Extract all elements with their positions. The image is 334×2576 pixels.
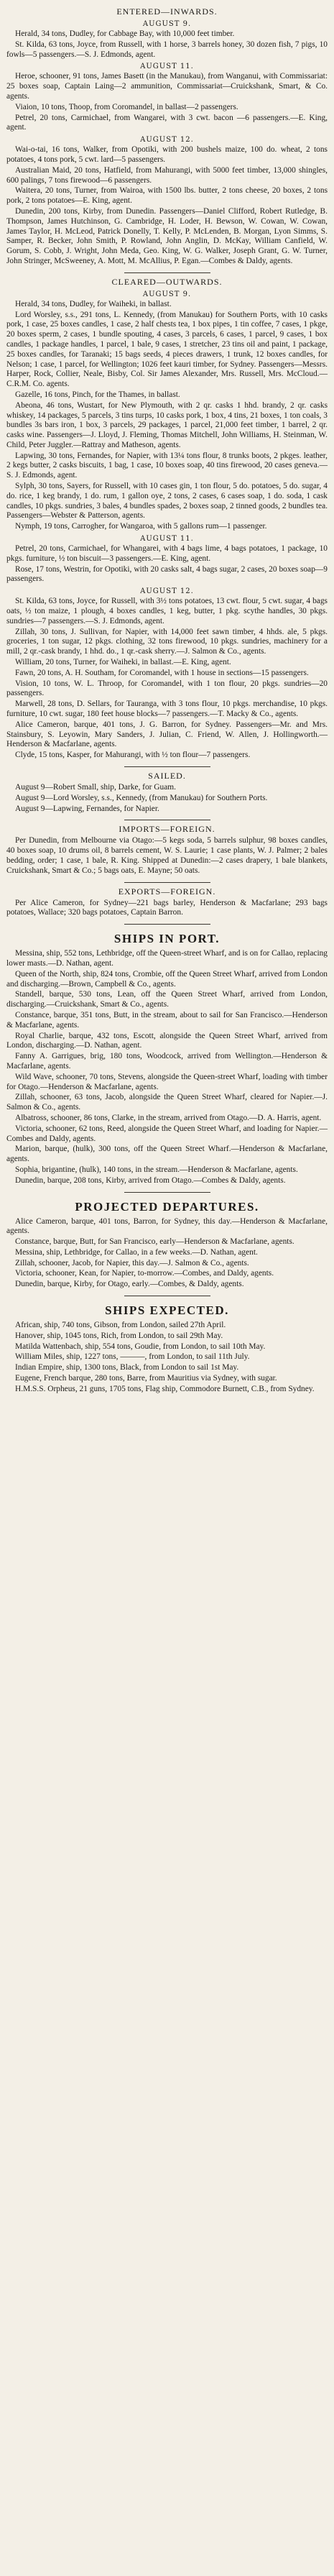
ships-expected-entries [6,1321,328,1395]
shipping-entry: Nymph, 19 tons, Carrogher, for Wangaroa, with 5 gallons rum—1 passenger. [15,522,267,531]
shipping-entry: Dunedin, barque, 208 tons, Kirby, arrived from Otago.—Combes & Daldy, agents. [15,1175,286,1185]
shipping-entry: Rose, 17 tons, Westrin, for Opotiki, with 20 casks salt, 4 bags sugar, 2 cases, 20 boxes soap—9 passengers. [6,564,328,584]
shipping-entry: Zillah, schooner, 63 tons, Jacob, alongside the Queen Street Wharf, cleared for Napier.—J. Salmon & Co., agents. [6,1093,328,1112]
shipping-entry: Petrel, 20 tons, Carmichael, from Wangarei, with 3 cwt. bacon —6 passengers.—E. King, agent. [6,113,328,132]
shipping-entry: H.M.S.S. Orpheus, 21 guns, 1705 tons, Flag ship, Commodore Burnett, C.B., from Sydney. [15,1384,315,1393]
shipping-entry: Royal Charlie, barque, 432 tons, Escott, alongside the Queen Street Wharf, arrived from London, discharging.—D. Nathan, agent. [6,1031,328,1050]
shipping-entry: Lord Worsley, s.s., 291 tons, L. Kennedy, (from Manukau) for Southern Ports, with 10 casks pork, 1 case, 25 boxes candles, 1 case, 2 half chests tea, 1 box pipes, 1 tin coffee, 7 cases, 1 pkge, 20 boxes sperm, 2 cases, 1 bundle spouting, 4 cases, 3 parcels, 6 cases, 1 parcel, 9 cases, 1 box candles, 1 package handles, 1 parcel, 1 bale, 9 cases, 1 stretcher, 23 tins oil and paint, 1 package, 25 boxes candles, for Taranaki; 15 bags seeds, 4 pieces drawers, 1 trunk, 12 boxes candles, for Nelson; 1 case, 1 parcel, for Wellington; 1026 feet kauri timber, for Sydney. Passengers—Messrs. Harper, Rock, Collier, Neale, Bisby, Col. Sir James Alexander, Mrs. Russell, Mrs. McCloud.—C.R.M. Co. agents. [6,310,328,389]
section-title: CLEARED—OUTWARDS. [111,276,223,287]
shipping-entry: Zillah, 30 tons, J. Sullivan, for Napier, with 14,000 feet sawn timber, 4 hhds. ale, 5 pkgs. groceries, 1 ton sugar, 12 pkgs. clothing, 32 tons firewood, 10 pkgs. sundries, machinery for a mill, 2 qr.-cask brandy, 1 hhd. do., 1 qr.-cask sherry.—J. Salmon & Co., agents. [6,627,328,656]
date-heading: AUGUST 9. [142,20,192,28]
entered-inwards-section [6,6,328,267]
shipping-entry: Hanover, ship, 1045 tons, Rich, from London, to sail 29th May. [15,1331,223,1340]
shipping-entry: Albatross, schooner, 86 tons, Clarke, in the stream, arrived from Otago.—D. A. Harris, agent. [15,1113,322,1122]
shipping-entry: African, ship, 740 tons, Gibson, from London, sailed 27th April. [15,1321,226,1330]
ships-in-port-entries [6,949,328,1186]
shipping-entry: Messina, ship, Lethbridge, for Callao, in a few weeks.—D. Nathan, agent. [15,1247,258,1257]
date-heading: AUGUST 12. [140,136,194,145]
divider [124,924,210,925]
sailed-entries [6,783,328,814]
shipping-entry: Matilda Wattenbach, ship, 554 tons, Goudie, from London, to sail 10th May. [15,1342,266,1351]
date-heading: AUGUST 11. [140,63,194,71]
divider [124,272,210,273]
shipping-entry: Wai-o-tai, 16 tons, Walker, from Opotiki, with 200 bushels maize, 100 do. wheat, 2 tons potatoes, 4 tons pork, 5 cwt. lard—5 passengers. [6,145,328,164]
shipping-entry: Alice Cameron, barque, 401 tons, Barron, for Sydney, this day.—Henderson & Macfarlane, agents. [6,1216,328,1236]
shipping-entry: Alice Cameron, barque, 401 tons, J. G. Barron, for Sydney. Passengers—Mr. and Mrs. Stainsbury, S. Leyowin, Mary Sanders, J. Julian, C. Friend, W. Allen, J. Hollingworth.—Henderson & Macfarlane, agents. [6,720,328,749]
shipping-entry: Eugene, French barque, 280 tons, Barre, from Mauritius via Sydney, with sugar. [15,1374,277,1383]
shipping-entry: St. Kilda, 63 tons, Joyce, for Russell, with 3½ tons potatoes, 13 cwt. flour, 5 cwt. sugar, 4 bags oats, ½ ton maize, 1 plough, 4 boxes candles, 1 keg, butter, 1 pkg. scythe handles, 30 pkgs. sundries—7 passengers.—S. J. Edmonds, agent. [6,597,328,625]
entered-inwards-groups [6,20,328,267]
sailed-section [6,771,328,814]
section-title: SHIPS IN PORT. [113,932,221,946]
section-title: EXPORTS—FOREIGN. [118,886,216,897]
ships-expected-section [6,1303,328,1395]
shipping-entry: Heroe, schooner, 91 tons, James Basett (in the Manukau), from Wanganui, with Commissariat: 25 boxes soap, Captain Laing—2 ammunition, Commissariat—Cruickshank, Smart, & Co. agents. [6,72,328,101]
shipping-entry: Petrel, 20 tons, Carmichael, for Whangarei, with 4 bags lime, 4 bags potatoes, 1 package, 10 pkgs. furniture, ½ ton biscuit—3 passengers.—E. King, agent. [6,544,328,563]
shipping-entry: Victoria, schooner, 62 tons, Reed, alongside the Queen Street Wharf, and loading for Napier.—Combes and Daldy, agents. [6,1124,328,1143]
projected-departures-entries [6,1217,328,1291]
shipping-entry: St. Kilda, 63 tons, Joyce, from Russell, with 1 horse, 3 barrels honey, 30 dozen fish, 7 pigs, 10 fowls—5 passengers.—S. J. Edmonds, agent. [6,40,328,59]
divider [124,882,210,883]
section-title: SHIPS EXPECTED. [105,1303,229,1318]
shipping-entry: Queen of the North, ship, 824 tons, Crombie, off the Queen Street Wharf, arrived from London and discharging.—Brown, Campbell & Co., agents. [6,969,328,989]
shipping-entry: August 9—Lord Worsley, s.s., Kennedy, (from Manukau) for Southern Ports. [15,793,268,802]
date-heading: AUGUST 9. [142,290,192,298]
imports-foreign-section [6,824,328,876]
shipping-entry: Clyde, 15 tons, Kasper, for Mahurangi, with ½ ton flour—7 passengers. [15,751,251,760]
shipping-entry: Vision, 10 tons, W. L. Throop, for Coromandel, with 1 ton flour, 20 pkgs. sundries—20 passengers. [6,679,328,698]
shipping-entry: Standell, barque, 530 tons, Lean, off the Queen Street Wharf, arrived from London, discharging.—Cruickshank, Smart & Co., agents. [6,990,328,1009]
shipping-entry: Per Dunedin, from Melbourne via Otago:—5 kegs soda, 5 barrels sulphur, 98 boxes candles, 40 boxes soap, 10 drums oil, 8 barrels cement, W. S. Laurie; 1 case plants, W. J. Palmer; 2 bales bedding, order; 1 case, 1 bale, R. King. Shipped at Dunedin:—2 cases drapery, 1 bale blankets, Cruickshank, Smart & Co.; 5 bags oats, E. Mayne; 50 oats. [6,836,328,875]
shipping-entry: Viaion, 10 tons, Thoop, from Coromandel, in ballast—2 passengers. [15,102,238,111]
shipping-entry: Messina, ship, 552 tons, Lethbridge, off the Queen-street Wharf, and is on for Callao, replacing lower masts.—D. Nathan, agent. [6,949,328,968]
shipping-entry: Fanny A. Garrigues, brig, 180 tons, Woodcock, arrived from Wellington.—Henderson & Macfarlane, agents. [6,1052,328,1071]
date-heading: AUGUST 11. [140,535,194,544]
shipping-entry: Fawn, 20 tons, A. H. Southam, for Coromandel, with 1 house in sections—15 passengers. [15,668,309,677]
section-title: SAILED. [148,771,186,781]
shipping-entry: William, 20 tons, Turner, for Waiheki, in ballast.—E. King, agent. [15,658,231,667]
shipping-entry: Marion, barque, (hulk), 300 tons, off the Queen Street Wharf.—Henderson & Macfarlane, agents. [6,1145,328,1164]
shipping-entry: Per Alice Cameron, for Sydney—221 bags barley, Henderson & Macfarlane; 293 bags potatoes, Wallace; 320 bags potatoes, Captain Barron. [6,898,328,917]
shipping-entry: Waitera, 20 tons, Turner, from Wairoa, with 1500 lbs. butter, 2 tons cheese, 20 boxes, 2 tons pork, 2 tons potatoes—E. King, agent. [6,186,328,206]
shipping-entry: Constance, barque, Butt, for San Francisco, early—Henderson & Macfarlane, agents. [15,1237,294,1247]
shipping-entry: William Miles, ship, 1227 tons, ———, from London, to sail 11th July. [15,1352,250,1362]
shipping-entry: Zillah, schooner, Jacob, for Napier, this day.—J. Salmon & Co., agents. [15,1258,249,1268]
section-title: ENTERED—INWARDS. [116,6,218,17]
shipping-entry: Dunedin, 200 tons, Kirby, from Dunedin. Passengers—Daniel Clifford, Robert Rutledge, B. Thompson, James Hutchinson, G. Cambridge, H. Loder, H. Bewson, W. Cowan, W. Cowan, James Taylor, H. McLeod, Patrick Donelly, T. Kelly, P. McLenden, B. Morgan, Lyon Simms, S. Samper, R. Becker, John Smith, P. Rowland, John Anglin, D. McKay, William Canfield, W. Gorum, S. Cobb, J. Wright, John Meda, Geo. King, W. G. Walker, Joseph Grant, G. W. Turner, John Stringer, McSweeney, A. Mott, M. McAllius, P. Egan.—Combes & Daldy, agents. [6,206,328,265]
ships-in-port-section [6,932,328,1186]
shipping-entry: August 9—Robert Small, ship, Darke, for Guam. [15,783,176,792]
shipping-entry: Gazelle, 16 tons, Pinch, for the Thames, in ballast. [15,390,180,399]
exports-foreign-section [6,886,328,919]
shipping-entry: Constance, barque, 351 tons, Butt, in the stream, about to sail for San Francisco.—Henderson & Macfarlane, agents. [6,1010,328,1030]
shipping-entry: Victoria, schooner, Kean, for Napier, to-morrow.—Combes, and Daldy, agents. [15,1269,274,1278]
imports-foreign-entries [6,836,328,876]
shipping-entry: August 9—Lapwing, Fernandes, for Napier. [15,804,159,813]
divider [124,1192,210,1193]
shipping-entry: Dunedin, barque, Kirby, for Otago, early.—Combes, & Daldy, agents. [15,1280,244,1289]
shipping-entry: Australian Maid, 20 tons, Hatfield, from Mahurangi, with 5000 feet timber, 13,000 shingles, 600 palings, 7 tons firewood—6 passengers. [6,165,328,185]
divider [124,766,210,767]
section-title: IMPORTS—FOREIGN. [119,824,215,835]
projected-departures-section [6,1200,328,1291]
shipping-entry: Abeona, 46 tons, Wustart, for New Plymouth, with 2 qr. casks 1 hhd. brandy, 2 qr. casks whiskey, 14 packages, 5 parcels, 3 tins turps, 10 casks pork, 1 box, 4 tins, 21 boxes, 1 ton coals, 3 bundles 3s bars iron, 1 box, 3 parcels, 29 packages, 1 parcel, 21,000 feet timber, 1 barrel, 2 qr. casks wine. Passengers—J. Lloyd, J. Fleming, Thomas Mitchell, John Williams, H. Steinman, W. Child, Peter Juggler.—Rattray and Matheson, agents. [6,400,328,449]
shipping-entry: Indian Empire, ship, 1300 tons, Black, from London to sail 1st May. [15,1363,239,1372]
cleared-outwards-section [6,277,328,761]
shipping-entry: Sylph, 30 tons, Sayers, for Russell, with 10 cases gin, 1 ton flour, 5 do. potatoes, 5 do. sugar, 4 do. rice, 1 keg brandy, 1 do. rum, 1 gallon oye, 2 tons, 2 cases, 6 cases soap, 1 do. soda, 1 cask candles, 10 pkgs. sundries, 3 bales, 4 bundles spades, 2 boxes soap, 2 tinned goods, 2 bundles tea. Passengers—Webster & Patterson, agents. [6,482,328,521]
shipping-entry: Marwell, 28 tons, D. Sellars, for Tauranga, with 3 tons flour, 10 pkgs. merchandise, 10 pkgs. furniture, 10 cwt. sugar, 180 feet house blocks—7 passengers.—T. Macky & Co., agents. [6,700,328,719]
shipping-entry: Wild Wave, schooner, 70 tons, Stevens, alongside the Queen-street Wharf, loading with timber for Otago.—Henderson & Macfarlane, agents. [6,1072,328,1091]
shipping-entry: Lapwing, 30 tons, Fernandes, for Napier, with 13¼ tons flour, 8 trunks boots, 2 pkges. leather, 2 kegs butter, 2 casks biscuits, 1 bag, 1 case, 10 boxes soap, 40 tins firewood, 20 cases geneva.—S. J. Edmonds, agent. [6,451,328,480]
shipping-entry: Sophia, brigantine, (hulk), 140 tons, in the stream.—Henderson & Macfarlane, agents. [15,1165,298,1174]
date-heading: AUGUST 12. [140,587,194,596]
section-title: PROJECTED DEPARTURES. [75,1199,259,1214]
exports-foreign-entries [6,899,328,919]
shipping-entry: Herald, 34 tons, Dudley, for Cabbage Bay, with 10,000 feet timber. [15,29,235,38]
shipping-entry: Herald, 34 tons, Dudley, for Waiheki, in ballast. [15,299,172,308]
cleared-outwards-groups [6,290,328,761]
